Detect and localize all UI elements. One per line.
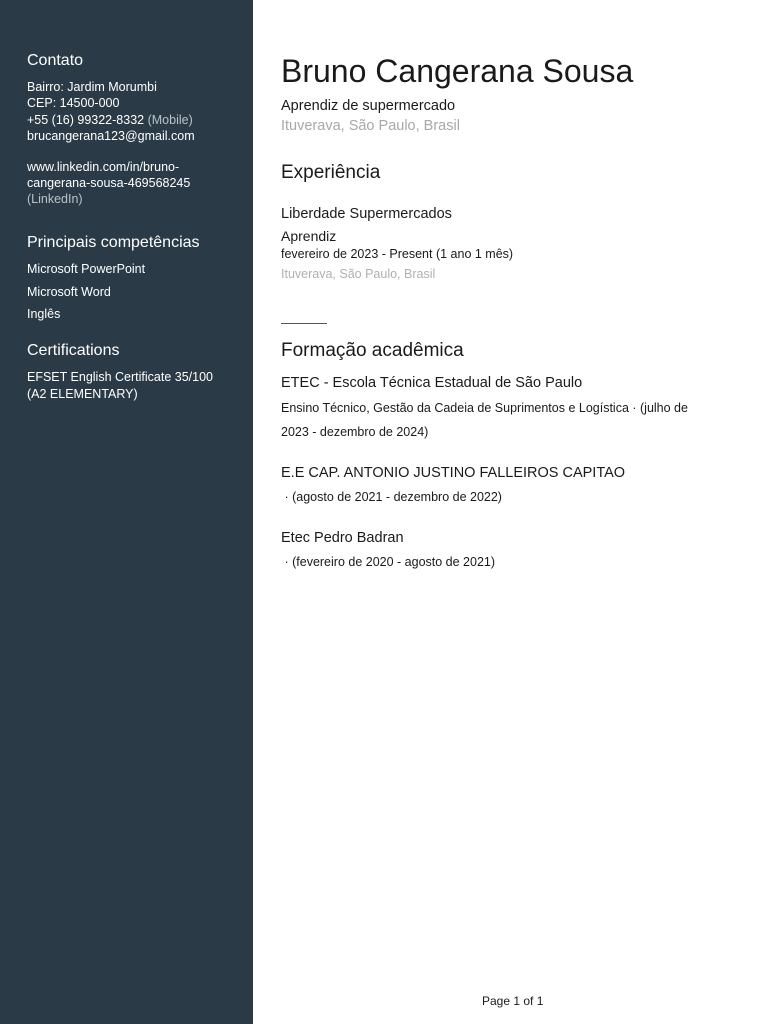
person-name: Bruno Cangerana Sousa [281,53,634,89]
phone-number: +55 (16) 99322-8332 [27,112,145,127]
education-detail [281,396,731,444]
cep-line: CEP: 14500-000 [27,96,120,111]
education-detail-line: 2023 - dezembro de 2024) [281,425,429,439]
skill-item: Inglês [27,307,61,322]
education-school: Etec Pedro Badran [281,530,404,546]
certification-item [27,369,233,402]
cert-line1: EFSET English Certificate 35/100 [27,370,213,385]
linkedin-link[interactable] [27,159,233,208]
experience-heading: Experiência [281,162,381,183]
contact-heading: Contato [27,52,84,69]
phone-line [27,112,233,128]
linkedin-label: (LinkedIn) [27,192,83,207]
experience-dates: fevereiro de 2023 - Present (1 ano 1 mês) [281,247,514,261]
sidebar [0,0,253,1024]
section-divider [281,323,327,324]
address-line: Bairro: Jardim Morumbi [27,80,157,94]
email-link[interactable]: brucangerana123@gmail.com [27,129,195,144]
linkedin-url-line2: cangerana-sousa-469568245 [27,176,191,191]
phone-type: (Mobile) [147,112,193,127]
skill-item: Microsoft Word [27,284,111,299]
education-detail-line: Ensino Técnico, Gestão da Cadeia de Suprimentos e Logística · (julho de [281,401,688,415]
headline: Aprendiz de supermercado [281,98,456,114]
education-heading: Formação acadêmica [281,340,464,361]
location: Ituverava, São Paulo, Brasil [281,118,460,134]
experience-company: Liberdade Supermercados [281,206,452,222]
cert-line2: (A2 ELEMENTARY) [27,386,138,401]
skills-list [27,261,233,323]
skill-item: Microsoft PowerPoint [27,261,146,276]
experience-location: Ituverava, São Paulo, Brasil [281,267,436,281]
education-detail: · (agosto de 2021 - dezembro de 2022) [281,490,502,504]
education-detail: · (fevereiro de 2020 - agosto de 2021) [281,555,496,569]
linkedin-url-line1: www.linkedin.com/in/bruno- [27,159,180,174]
education-school: E.E CAP. ANTONIO JUSTINO FALLEIROS CAPITAO [281,465,626,481]
education-school: ETEC - Escola Técnica Estadual de São Paulo [281,375,583,391]
certifications-heading: Certifications [27,342,120,360]
skills-heading: Principais competências [27,233,200,251]
experience-role: Aprendiz [281,228,337,244]
contact-info [27,79,233,145]
page-number: Page 1 of 1 [482,994,544,1008]
